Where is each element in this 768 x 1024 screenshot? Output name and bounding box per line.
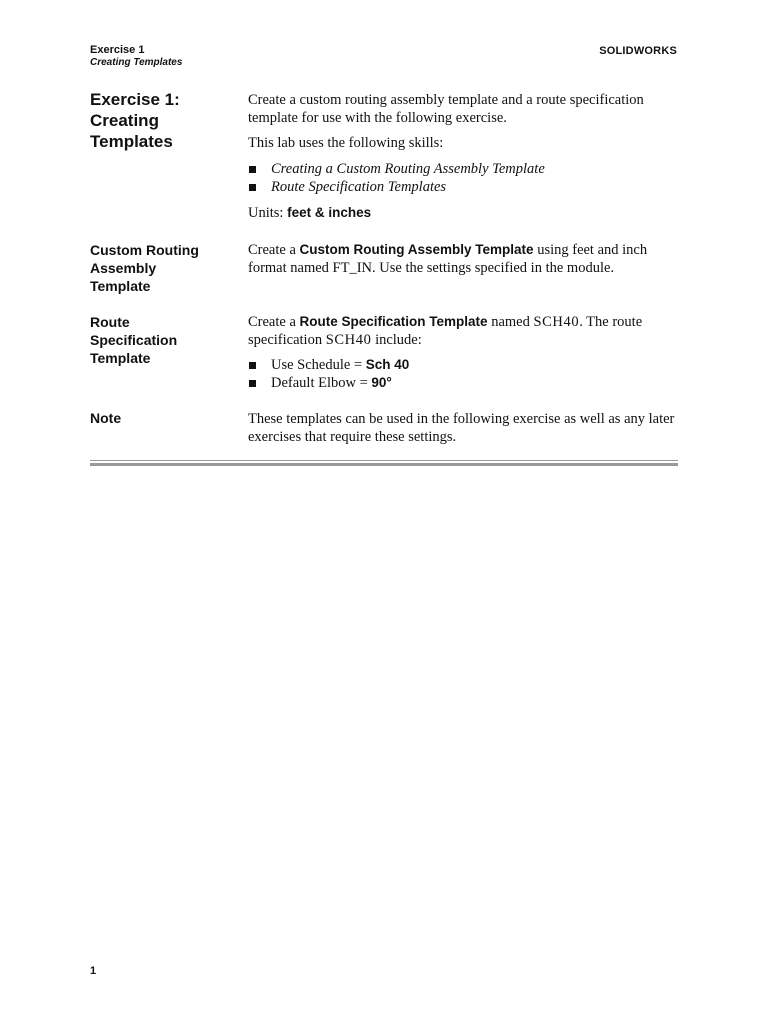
- running-header: [90, 44, 390, 69]
- setting-label: Default Elbow =: [271, 375, 372, 391]
- section-divider-thick: [90, 463, 678, 466]
- custom-routing-term: Custom Routing Assembly Template: [299, 242, 534, 257]
- exercise-title: [90, 89, 240, 152]
- header-subtitle: Creating Templates: [90, 57, 183, 68]
- spec-code-name: SCH40: [533, 314, 580, 330]
- setting-value: Sch 40: [365, 357, 410, 372]
- setting-value: 90°: [371, 375, 392, 390]
- text-segment: using feet and inch format named FT_IN. Use the settings specified in the module.: [248, 242, 648, 276]
- route-spec-heading: [90, 313, 240, 367]
- route-spec-term: Route Specification Template: [299, 314, 488, 329]
- spec-code-name: SCH40: [325, 332, 372, 348]
- list-item: [248, 160, 678, 178]
- units-line: [248, 204, 678, 222]
- units-label: Units:: [248, 205, 288, 221]
- square-bullet-icon: [249, 166, 256, 173]
- square-bullet-icon: [249, 184, 256, 191]
- route-spec-body: [248, 313, 678, 392]
- units-value: feet & inches: [287, 205, 372, 220]
- header-brand: SOLIDWORKS: [599, 45, 677, 57]
- skill-item-label: Route Specification Templates: [271, 179, 447, 195]
- custom-routing-heading-line-2: Assembly: [90, 260, 157, 276]
- route-spec-paragraph: [248, 313, 678, 349]
- intro-body: [248, 91, 678, 222]
- note-body: [248, 410, 678, 446]
- custom-routing-paragraph: [248, 241, 678, 277]
- note-heading: Note: [90, 410, 122, 426]
- square-bullet-icon: [249, 362, 256, 369]
- custom-routing-heading-line-1: Custom Routing: [90, 242, 199, 258]
- route-spec-heading-line-1: Route: [90, 314, 130, 330]
- list-item: [248, 356, 678, 374]
- section-divider-thin: [90, 460, 678, 461]
- exercise-title-line-3: Templates: [90, 132, 173, 151]
- skill-item-label: Creating a Custom Routing Assembly Template: [271, 161, 545, 177]
- setting-label: Use Schedule =: [271, 357, 366, 373]
- custom-routing-heading: [90, 241, 240, 295]
- text-segment: Create a: [248, 242, 300, 258]
- exercise-title-line-2: Creating: [90, 111, 159, 130]
- square-bullet-icon: [249, 380, 256, 387]
- exercise-title-line-1: Exercise 1:: [90, 90, 180, 109]
- text-segment: . The route specification: [248, 314, 643, 348]
- skills-intro: This lab uses the following skills:: [248, 135, 444, 151]
- custom-routing-body: [248, 241, 678, 277]
- list-item: [248, 178, 678, 196]
- note-paragraph: These templates can be used in the following exercise as well as any later exercises that require these settings.: [248, 411, 675, 445]
- route-spec-settings-list: [248, 356, 678, 392]
- text-segment: Create a: [248, 314, 300, 330]
- list-item: [248, 374, 678, 392]
- route-spec-heading-line-3: Template: [90, 350, 151, 366]
- route-spec-heading-line-2: Specification: [90, 332, 178, 348]
- text-segment: named: [487, 314, 534, 330]
- custom-routing-heading-line-3: Template: [90, 278, 151, 294]
- page-number: 1: [90, 965, 97, 977]
- intro-paragraph: Create a custom routing assembly template and a route specification template for use with the following exercise.: [248, 92, 644, 126]
- skills-list: [248, 160, 678, 196]
- text-segment: include:: [371, 332, 422, 348]
- header-exercise-label: Exercise 1: [90, 44, 145, 56]
